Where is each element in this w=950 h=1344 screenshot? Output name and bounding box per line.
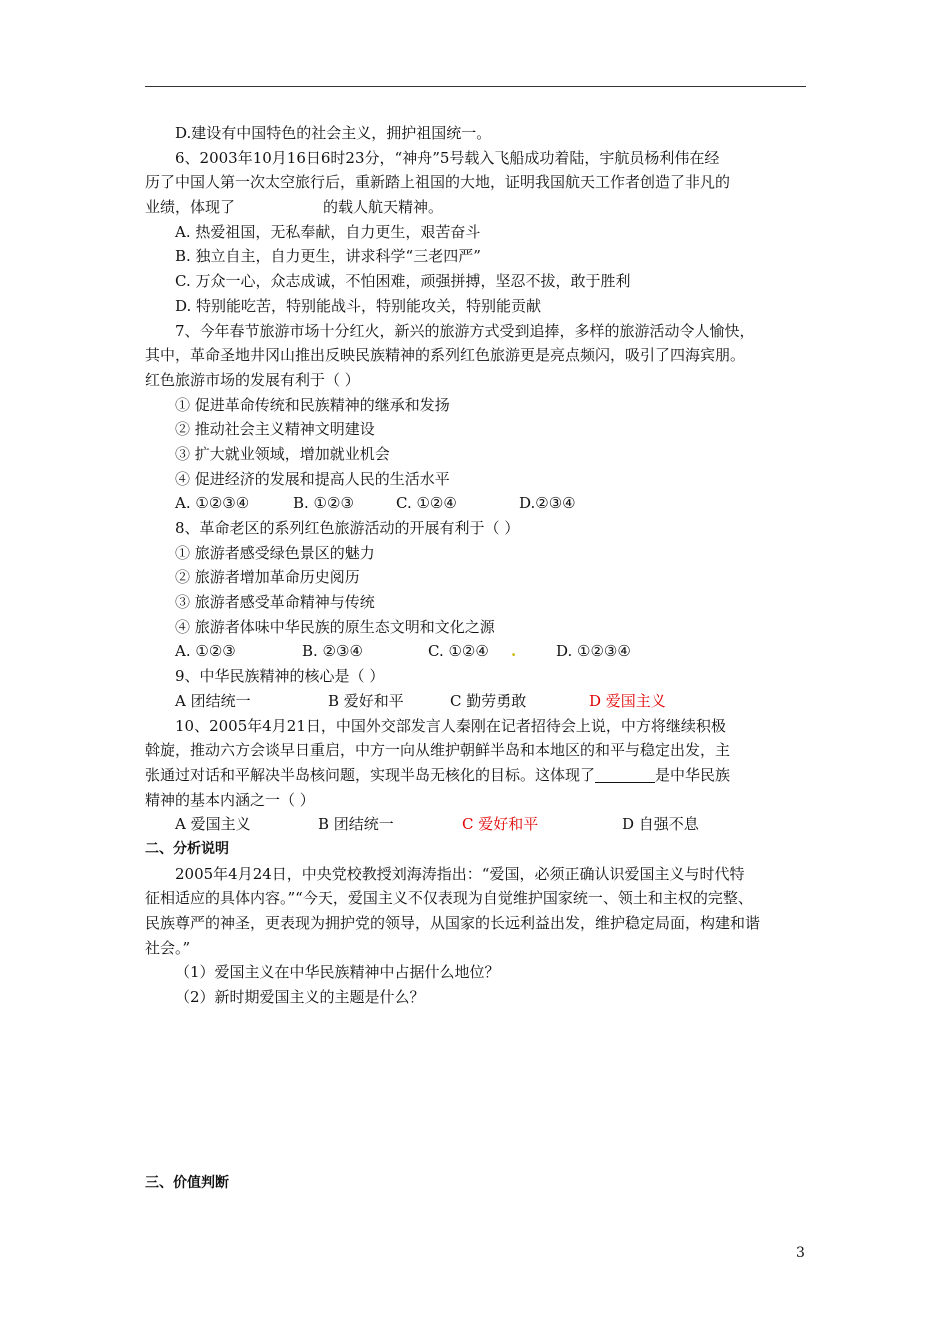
q8-option-b: B. ②③④ [302,642,363,661]
q7-item: ② 推动社会主义精神文明建设 [175,420,375,439]
q7-option-b: B. ①②③ [293,494,354,513]
q7-option-c: C. ①②④ [396,494,457,513]
q6-option-d: D. 特别能吃苦，特别能战斗，特别能攻关，特别能贡献 [175,296,542,315]
q8-item: ④ 旅游者体味中华民族的原生态文明和文化之源 [175,617,495,636]
q7-option-a: A. ①②③④ [175,494,250,513]
q7-item: ③ 扩大就业领域，增加就业机会 [175,444,390,463]
q6-stem: 业绩，体现了 的载人航天精神。 [145,198,444,217]
q8-option-a: A. ①②③ [175,642,236,661]
q6-option-c: C. 万众一心，众志成诚，不怕困难，顽强拼搏，坚忍不拔，敢于胜利 [175,272,631,291]
analysis-paragraph: 2005年4月24日，中央党校教授刘海涛指出：“爱国，必须正确认识爱国主义与时代特 [175,864,745,883]
section-heading: 二、分析说明 [145,840,229,857]
q8-option-d: D. ①②③④ [556,642,631,661]
q10-option-a: A 爱国主义 [175,815,251,834]
q10-stem: 张通过对话和平解决半岛核问题，实现半岛无核化的目标。这体现了 是中华民族 [145,765,731,784]
q9-options [145,689,806,714]
q10-options [145,812,806,837]
q8-options [145,639,806,664]
analysis-question-1: （1）爱国主义在中华民族精神中占据什么地位？ [175,963,500,982]
q7-option-d: D.②③④ [519,494,576,513]
q9-option-b: B 爱好和平 [328,691,404,710]
page-body [145,121,806,1195]
q7-stem: 其中，革命圣地井冈山推出反映民族精神的系列红色旅游更是亮点频闪，吸引了四海宾朋。 [145,346,746,365]
q7-stem: 7、今年春节旅游市场十分红火，新兴的旅游方式受到追捧，多样的旅游活动令人愉快， [175,321,755,340]
q7-item: ④ 促进经济的发展和提高人民的生活水平 [175,469,450,488]
q8-option-c: C. ①②④ [428,642,489,661]
q9-stem: 9、中华民族精神的核心是（ ） [175,667,385,686]
analysis-question-2: （2）新时期爱国主义的主题是什么？ [175,988,425,1007]
header-rule [145,86,806,87]
q10-option-b: B 团结统一 [318,815,394,834]
marker-dot: . [511,642,517,661]
q6-stem: 6、2003年10月16日6时23分，“神舟”5号载入飞船成功着陆，宇航员杨利伟在经 [175,148,720,167]
q6-option-a: A. 热爱祖国，无私奉献，自力更生，艰苦奋斗 [175,222,481,241]
q7-stem: 红色旅游市场的发展有利于（ ） [145,370,360,389]
q8-stem: 8、革命老区的系列红色旅游活动的开展有利于（ ） [175,519,520,537]
section-heading: 三、价值判断 [145,1174,229,1191]
q5-option-d: D.建设有中国特色的社会主义，拥护祖国统一。 [175,124,492,142]
q10-option-c-answer: C 爱好和平 [462,815,539,834]
q9-option-d-answer: D 爱国主义 [589,691,666,710]
q8-item: ③ 旅游者感受革命精神与传统 [175,593,375,612]
q10-stem: 斡旋，推动六方会谈早日重启，中方一向从维护朝鲜半岛和本地区的和平与稳定出发，主 [145,741,731,760]
q8-item: ② 旅游者增加革命历史阅历 [175,568,360,587]
q7-options [145,491,806,516]
q8-item: ① 旅游者感受绿色景区的魅力 [175,543,375,562]
q7-item: ① 促进革命传统和民族精神的继承和发扬 [175,395,450,414]
answer-space [145,1010,806,1171]
q10-stem: 10、2005年4月21日，中国外交部发言人秦刚在记者招待会上说，中方将继续积极 [175,716,726,735]
analysis-paragraph: 民族尊严的神圣，更表现为拥护党的领导，从国家的长远利益出发，维护稳定局面，构建和谐 [145,914,761,932]
q6-stem: 历了中国人第一次太空旅行后，重新踏上祖国的大地，证明我国航天工作者创造了非凡的 [145,173,731,192]
q10-stem: 精神的基本内涵之一（ ） [145,790,315,809]
answer-blank [595,766,655,783]
q9-option-c: C 勤劳勇敢 [450,691,527,710]
q10-option-d: D 自强不息 [622,815,699,834]
q6-option-b: B. 独立自主，自力更生，讲求科学“三老四严” [175,247,481,266]
analysis-paragraph: 社会。” [145,938,191,957]
analysis-paragraph: 征相适应的具体内容。”“今天，爱国主义不仅表现为自觉维护国家统一、领土和主权的完整、 [145,889,753,908]
q9-option-a: A 团结统一 [175,691,251,710]
page-number: 3 [796,1245,805,1261]
